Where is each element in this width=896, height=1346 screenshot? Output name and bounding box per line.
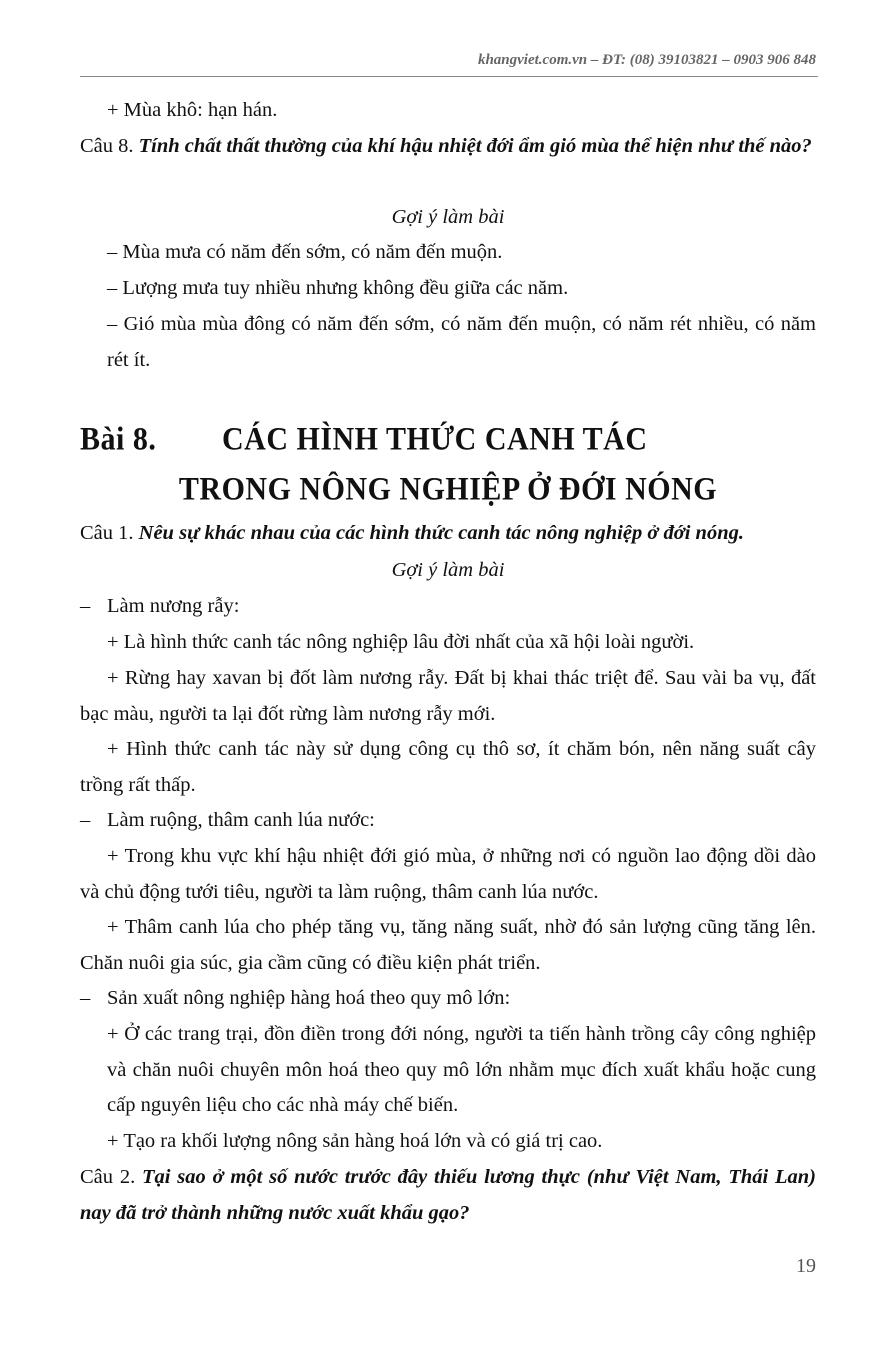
lesson-title-line2: TRONG NÔNG NGHIỆP Ở ĐỚI NÓNG [178, 471, 718, 508]
cau8-text: Tính chất thất thường của khí hậu nhiệt đới ẩm gió mùa thể hiện như thế nào? [138, 135, 812, 157]
bullet: + Là hình thức canh tác nông nghiệp lâu đời nhất của xã hội loài người. [107, 631, 695, 653]
bullet: + Trong khu vực khí hậu nhiệt đới gió mùa, ở những nơi có nguồn lao động dồi dào và chủ động tưới tiêu, người ta làm ruộng, thâm canh lúa nước. [80, 845, 816, 903]
dash: – [80, 809, 91, 831]
page-number: 19 [796, 1255, 816, 1277]
mua-kho-line: + Mùa khô: hạn hán. [107, 99, 278, 121]
cau1-text: Nêu sự khác nhau của các hình thức canh tác nông nghiệp ở đới nóng. [138, 522, 744, 544]
goi-y-heading: Gợi ý làm bài [391, 206, 505, 228]
section-title: Làm nương rẫy: [107, 595, 240, 617]
section-title: Làm ruộng, thâm canh lúa nước: [107, 809, 375, 831]
answer-line: – Gió mùa mùa đông có năm đến sớm, có năm đến muộn, có năm rét nhiều, có năm rét ít. [107, 313, 816, 371]
lesson-title-line1: CÁC HÌNH THỨC CANH TÁC [222, 421, 648, 458]
lesson-number: Bài 8. [80, 421, 157, 458]
bullet: + Hình thức canh tác này sử dụng công cụ thô sơ, ít chăm bón, nên năng suất cây trồng rất thấp. [80, 738, 816, 796]
dash: – [80, 987, 91, 1009]
bullet: + Ở các trang trại, đồn điền trong đới nóng, người ta tiến hành trồng cây công nghiệp và chăn nuôi chuyên môn hoá theo quy mô lớn nhằm mục đích xuất khẩu hoặc cung cấp nguyên liệu cho các nhà máy chế biến. [107, 1023, 816, 1116]
bullet: + Thâm canh lúa cho phép tăng vụ, tăng năng suất, nhờ đó sản lượng cũng tăng lên. Chăn nuôi gia súc, gia cầm cũng có điều kiện phát triển. [80, 916, 816, 974]
bullet: + Tạo ra khối lượng nông sản hàng hoá lớn và có giá trị cao. [107, 1130, 603, 1152]
bullet: + Rừng hay xavan bị đốt làm nương rẫy. Đất bị khai thác triệt để. Sau vài ba vụ, đất bạc màu, người ta lại đốt rừng làm nương rẫy mới. [80, 667, 816, 725]
answer-line: – Lượng mưa tuy nhiều nhưng không đều giữa các năm. [107, 277, 569, 299]
cau1-question [80, 516, 816, 552]
header-rule [80, 76, 818, 77]
cau2-question [80, 1160, 816, 1231]
section-title: Sản xuất nông nghiệp hàng hoá theo quy mô lớn: [107, 987, 511, 1009]
page-header: khangviet.com.vn – ĐT: (08) 39103821 – 0903 906 848 [477, 52, 816, 68]
cau8-label: Câu 8. [80, 135, 134, 157]
cau2-label: Câu 2. [80, 1166, 136, 1188]
dash: – [80, 595, 91, 617]
cau1-label: Câu 1. [80, 522, 134, 544]
cau2-text: Tại sao ở một số nước trước đây thiếu lương thực (như Việt Nam, Thái Lan) nay đã trở thành những nước xuất khẩu gạo? [80, 1166, 817, 1224]
answer-line: – Mùa mưa có năm đến sớm, có năm đến muộn. [107, 241, 503, 263]
cau8-question [80, 129, 816, 165]
goi-y-heading: Gợi ý làm bài [391, 559, 505, 581]
